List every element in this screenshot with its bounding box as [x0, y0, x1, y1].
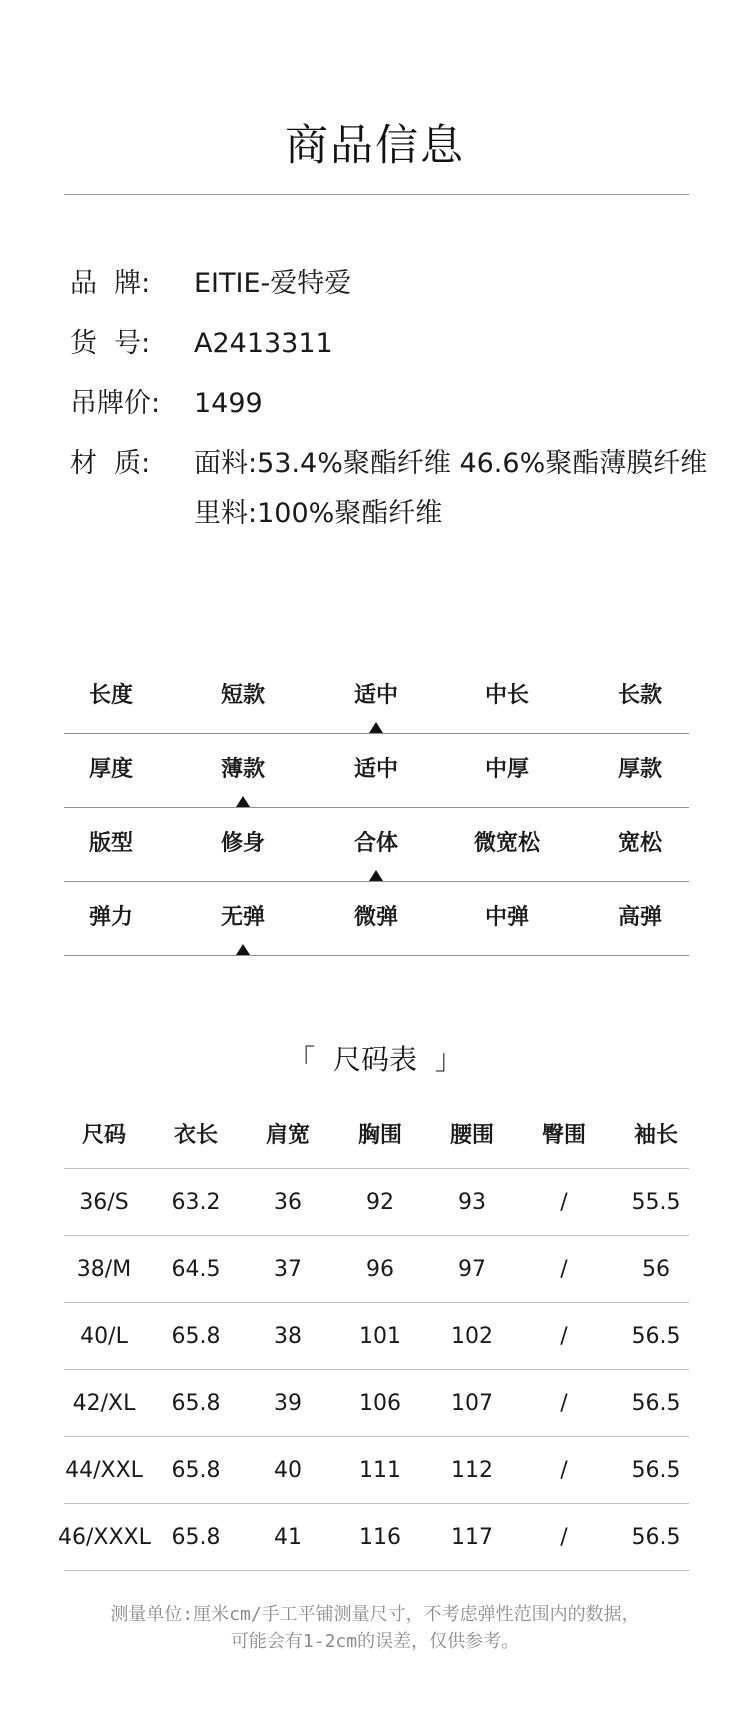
column-header: 衣长 [173, 1123, 218, 1148]
attribute-table [64, 660, 689, 956]
info-value [194, 386, 710, 422]
info-row-brand [70, 266, 710, 302]
table-cell: / [560, 1525, 568, 1550]
table-cell: 101 [359, 1324, 401, 1349]
info-value [194, 266, 710, 302]
material-shell-value: 面料:53.4%聚酯纤维 46.6%聚酯薄膜纤维 [194, 448, 708, 479]
attribute-option: 适中 [353, 683, 398, 708]
title-divider [64, 194, 689, 195]
table-cell: 116 [359, 1525, 401, 1550]
table-cell: 55.5 [631, 1190, 681, 1215]
table-cell: 63.2 [171, 1190, 221, 1215]
info-label: 品 牌: [70, 268, 151, 299]
column-header: 袖长 [633, 1123, 678, 1148]
table-cell: 40/L [80, 1324, 128, 1349]
column-header: 肩宽 [265, 1123, 310, 1148]
info-row-material [70, 446, 710, 532]
table-cell: 39 [274, 1391, 302, 1416]
attribute-option: 长款 [617, 683, 662, 708]
table-cell: 65.8 [171, 1391, 221, 1416]
info-label: 吊牌价: [70, 388, 161, 419]
attribute-option: 微宽松 [473, 831, 540, 856]
table-cell: 56.5 [631, 1391, 681, 1416]
attribute-option: 厚款 [617, 757, 662, 782]
selected-marker-icon [369, 722, 383, 733]
measurement-note [0, 1601, 750, 1655]
info-value [194, 326, 710, 362]
table-cell: 65.8 [171, 1525, 221, 1550]
page-title: 商品信息 [285, 121, 465, 171]
table-cell: / [560, 1458, 568, 1483]
attribute-option: 高弹 [617, 905, 662, 930]
table-cell: 56.5 [631, 1525, 681, 1550]
table-cell: 36 [274, 1190, 302, 1215]
attribute-option: 宽松 [617, 831, 662, 856]
attribute-option: 中厚 [484, 757, 529, 782]
attribute-option: 修身 [220, 831, 265, 856]
table-cell: 38 [274, 1324, 302, 1349]
attribute-name: 弹力 [88, 905, 133, 930]
info-value [194, 446, 710, 532]
price-value: 1499 [194, 388, 263, 419]
table-cell: 46/XXXL [58, 1525, 151, 1550]
selected-marker-icon [236, 944, 250, 955]
selected-marker-icon [369, 870, 383, 881]
table-cell: 93 [458, 1190, 486, 1215]
material-lining-value: 里料:100%聚酯纤维 [194, 498, 443, 529]
table-cell: 92 [366, 1190, 394, 1215]
attribute-name: 长度 [88, 683, 133, 708]
table-cell: 56.5 [631, 1458, 681, 1483]
table-row [64, 1169, 689, 1236]
info-row-price [70, 386, 710, 422]
table-cell: 102 [451, 1324, 493, 1349]
table-row [64, 1236, 689, 1303]
table-row [64, 1370, 689, 1437]
attribute-option: 微弹 [353, 905, 398, 930]
table-cell: 36/S [79, 1190, 129, 1215]
info-label: 材 质: [70, 448, 151, 479]
table-cell: 41 [274, 1525, 302, 1550]
column-header: 尺码 [81, 1123, 126, 1148]
table-cell: 106 [359, 1391, 401, 1416]
table-cell: 44/XXL [65, 1458, 143, 1483]
column-header: 臀围 [541, 1123, 586, 1148]
column-header: 胸围 [357, 1123, 402, 1148]
table-cell: 65.8 [171, 1324, 221, 1349]
table-cell: / [560, 1190, 568, 1215]
note-line: 可能会有1-2cm的误差，仅供参考。 [230, 1631, 520, 1652]
attribute-row [64, 734, 689, 808]
attribute-option: 短款 [220, 683, 265, 708]
table-cell: 37 [274, 1257, 302, 1282]
attribute-name: 厚度 [88, 757, 133, 782]
column-header: 腰围 [449, 1123, 494, 1148]
attribute-name: 版型 [88, 831, 133, 856]
note-line: 测量单位:厘米cm/手工平铺测量尺寸，不考虑弹性范围内的数据， [110, 1604, 640, 1625]
size-chart-title: 「 尺码表 」 [287, 1043, 463, 1076]
sku-value: A2413311 [194, 328, 333, 359]
table-cell: 56.5 [631, 1324, 681, 1349]
attribute-option: 合体 [353, 831, 398, 856]
table-row [58, 1504, 689, 1571]
selected-marker-icon [236, 796, 250, 807]
table-cell: / [560, 1391, 568, 1416]
info-label: 货 号: [70, 328, 151, 359]
brand-value: EITIE-爱特爱 [194, 268, 352, 299]
table-cell: 65.8 [171, 1458, 221, 1483]
table-cell: 107 [451, 1391, 493, 1416]
table-cell: 112 [451, 1458, 493, 1483]
attribute-option: 中弹 [484, 905, 529, 930]
attribute-row [64, 808, 689, 882]
attribute-option: 薄款 [220, 757, 265, 782]
attribute-option: 中长 [484, 683, 529, 708]
size-chart-table [58, 1104, 689, 1571]
attribute-row [64, 660, 689, 734]
table-cell: 40 [274, 1458, 302, 1483]
product-info-list [70, 266, 710, 556]
table-cell: 56 [642, 1257, 670, 1282]
table-cell: 96 [366, 1257, 394, 1282]
table-row [64, 1437, 689, 1504]
table-cell: 97 [458, 1257, 486, 1282]
info-row-sku [70, 326, 710, 362]
attribute-row [64, 882, 689, 956]
table-cell: / [560, 1324, 568, 1349]
table-cell: / [560, 1257, 568, 1282]
table-cell: 111 [359, 1458, 401, 1483]
table-row [64, 1303, 689, 1370]
table-cell: 42/XL [72, 1391, 136, 1416]
attribute-option: 无弹 [220, 905, 265, 930]
table-cell: 64.5 [171, 1257, 221, 1282]
table-cell: 117 [451, 1525, 493, 1550]
table-cell: 38/M [76, 1257, 132, 1282]
size-table-header [64, 1104, 689, 1169]
attribute-option: 适中 [353, 757, 398, 782]
